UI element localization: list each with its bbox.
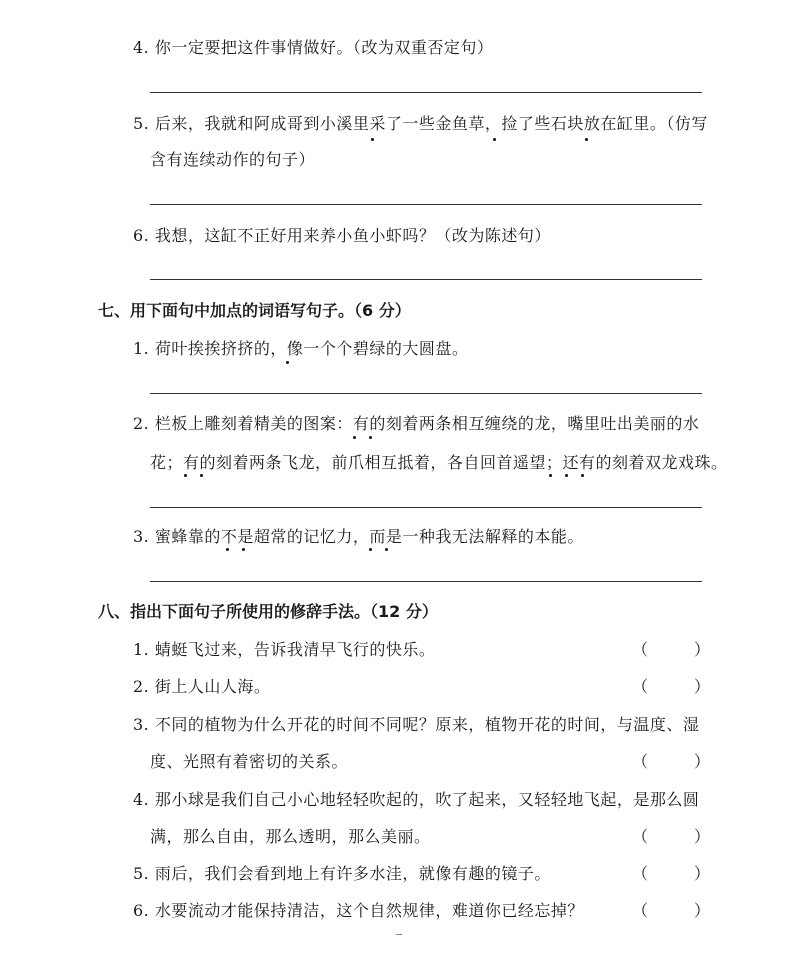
emphasis-dot: [549, 474, 552, 477]
question-8-3-line1: 3. 不同的植物为什么开花的时间不同呢？原来，植物开花的时间，与温度、湿: [133, 715, 700, 734]
emphasis-dot: [585, 138, 588, 141]
paren-close: ）: [694, 827, 711, 846]
answer-line: [150, 507, 702, 508]
question-8-1: 1. 蜻蜓飞过来，告诉我清早飞行的快乐。: [133, 640, 436, 659]
emphasis-dot: [369, 548, 372, 551]
question-8-3-line2: 度、光照有着密切的关系。: [150, 752, 349, 771]
paren-open: （: [632, 677, 649, 696]
question-7-2-line1: 2. 栏板上雕刻着精美的图案：有的刻着两条相互缠绕的龙，嘴里吐出美丽的水: [133, 414, 700, 433]
question-6-5-line1: 5. 后来，我就和阿成哥到小溪里采了一些金鱼草，捡了些石块放在缸里。（仿写: [133, 114, 708, 133]
question-8-4-line1: 4. 那小球是我们自己小心地轻轻吹起的，吹了起来，又轻轻地飞起，是那么圆: [133, 790, 700, 809]
question-8-6: 6. 水要流动才能保持清洁，这个自然规律，难道你已经忘掉？: [133, 901, 584, 920]
paren-open: （: [632, 752, 649, 771]
answer-line: [150, 393, 702, 394]
answer-line: [150, 92, 702, 93]
section-8-heading: 八、指出下面句子所使用的修辞手法。（12 分）: [98, 602, 438, 621]
answer-line: [150, 279, 702, 280]
question-6-4: 4. 你一定要把这件事情做好。（改为双重否定句）: [133, 38, 494, 57]
question-8-5: 5. 雨后，我们会看到地上有许多水洼，就像有趣的镜子。: [133, 864, 551, 883]
answer-line: [150, 204, 702, 205]
paren-close: ）: [694, 901, 711, 920]
page-footer-mark: [396, 934, 402, 935]
section-7-heading: 七、用下面句中加点的词语写句子。（6 分）: [98, 301, 411, 320]
emphasis-dot: [242, 548, 245, 551]
question-8-4-line2: 满，那么自由，那么透明，那么美丽。: [150, 827, 431, 846]
emphasis-dot: [385, 548, 388, 551]
emphasis-dot: [565, 474, 568, 477]
question-8-2: 2. 街上人山人海。: [133, 677, 271, 696]
paren-open: （: [632, 901, 649, 920]
emphasis-dot: [286, 361, 289, 364]
emphasis-dot: [353, 436, 356, 439]
paren-open: （: [632, 864, 649, 883]
emphasis-dot: [200, 474, 203, 477]
question-7-3: 3. 蜜蜂靠的不是超常的记忆力，而是一种我无法解释的本能。: [133, 527, 584, 546]
emphasis-dot: [226, 548, 229, 551]
question-7-1: 1. 荷叶挨挨挤挤的，像一个个碧绿的大圆盘。: [133, 339, 469, 358]
emphasis-dot: [493, 138, 496, 141]
question-6-5-line2: 含有连续动作的句子）: [150, 150, 316, 169]
emphasis-dot: [581, 474, 584, 477]
question-6-6: 6. 我想，这缸不正好用来养小鱼小虾吗？（改为陈述句）: [133, 226, 551, 245]
paren-close: ）: [694, 640, 711, 659]
paren-close: ）: [694, 752, 711, 771]
question-7-2-line2: 花；有的刻着两条飞龙，前爪相互抵着，各自回首遥望；还有的刻着双龙戏珠。: [150, 453, 728, 472]
emphasis-dot: [371, 138, 374, 141]
paren-close: ）: [694, 677, 711, 696]
paren-close: ）: [694, 864, 711, 883]
paren-open: （: [632, 827, 649, 846]
answer-line: [150, 581, 702, 582]
emphasis-dot: [369, 436, 372, 439]
paren-open: （: [632, 640, 649, 659]
emphasis-dot: [184, 474, 187, 477]
